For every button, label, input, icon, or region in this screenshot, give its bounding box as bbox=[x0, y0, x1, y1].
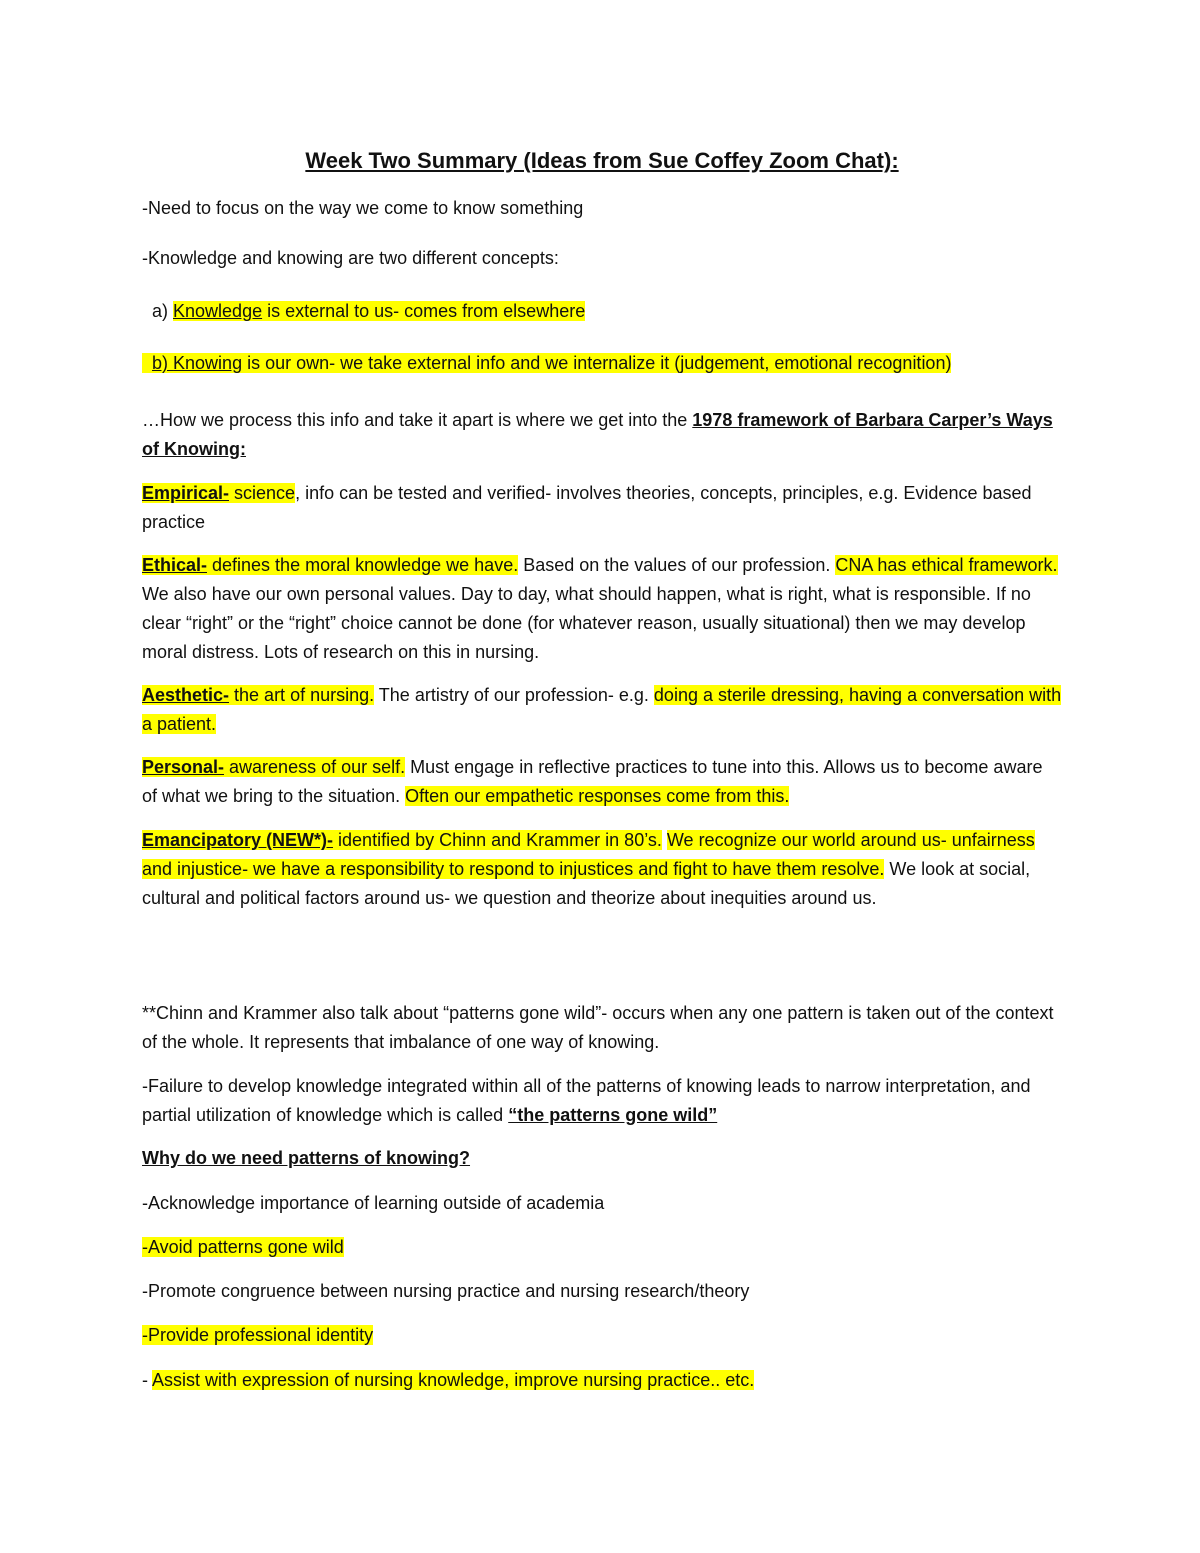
emancipatory-highlight-2: We recognize our world around us- unfairness and injustice- we have a responsibility to respond to injustices and fight to have them resolve. bbox=[142, 830, 1035, 879]
why-item-2-text: -Avoid patterns gone wild bbox=[142, 1237, 344, 1257]
framework-paragraph bbox=[142, 406, 1062, 464]
intro-line-2: -Knowledge and knowing are two different concepts: bbox=[142, 248, 559, 268]
why-item-1: -Acknowledge importance of learning outside of academia bbox=[142, 1193, 605, 1213]
emancipatory-highlight-1: identified by Chinn and Krammer in 80’s. bbox=[333, 830, 662, 850]
aesthetic-paragraph bbox=[142, 681, 1062, 739]
personal-term: Personal- bbox=[142, 757, 225, 777]
page-title: Week Two Summary (Ideas from Sue Coffey Zoom Chat): bbox=[305, 148, 899, 173]
knowing-text: is our own- we take external info and we internalize it (judgement, emotional recognition) bbox=[242, 353, 952, 373]
personal-highlight-2: Often our empathetic responses come from this. bbox=[405, 786, 790, 806]
ethical-highlight-2: CNA has ethical framework. bbox=[835, 555, 1058, 575]
why-item-5-dash: - bbox=[142, 1370, 153, 1390]
knowing-label: b) bbox=[152, 353, 174, 373]
framework-text: …How we process this info and take it apart is where we get into the bbox=[142, 410, 693, 430]
emancipatory-text-2: We look at social, cultural and political factors around us- we question and theorize about inequities around us. bbox=[142, 859, 1031, 908]
personal-text-1: Must engage in reflective practices to tune into this. Allows us to become aware of what we bring to the situation. bbox=[142, 757, 1043, 806]
knowledge-item bbox=[152, 297, 1072, 326]
knowing-item bbox=[142, 349, 1062, 378]
personal-highlight-1: awareness of our self. bbox=[224, 757, 406, 777]
ethical-paragraph bbox=[142, 551, 1062, 667]
why-heading: Why do we need patterns of knowing? bbox=[142, 1148, 471, 1168]
empirical-text: , info can be tested and verified- involves theories, concepts, principles, e.g. Evidence based practice bbox=[142, 483, 1032, 532]
personal-paragraph bbox=[142, 753, 1062, 811]
why-item-3: -Promote congruence between nursing practice and nursing research/theory bbox=[142, 1281, 750, 1301]
aesthetic-highlight-1: the art of nursing. bbox=[229, 685, 375, 705]
why-item-5-text: Assist with expression of nursing knowledge, improve nursing practice.. etc. bbox=[152, 1370, 755, 1390]
ethical-term: Ethical- bbox=[142, 555, 208, 575]
ethical-text-2: We also have our own personal values. Day to day, what should happen, what is right, what is responsible. If no clear “right” or the “right” choice cannot be done (for whatever reason, usually situational) then we may develop moral distress. Lots of research on this in nursing. bbox=[142, 584, 1031, 662]
aesthetic-highlight-2: doing a sterile dressing, having a conversation with a patient. bbox=[142, 685, 1062, 734]
failure-paragraph bbox=[142, 1072, 1062, 1130]
ethical-highlight-1: defines the moral knowledge we have. bbox=[207, 555, 519, 575]
emancipatory-paragraph bbox=[142, 826, 1062, 913]
intro-line-1: -Need to focus on the way we come to know something bbox=[142, 198, 584, 218]
empirical-highlight: science bbox=[229, 483, 296, 503]
why-item-5 bbox=[142, 1366, 1062, 1395]
failure-text: -Failure to develop knowledge integrated within all of the patterns of knowing leads to narrow interpretation, and partial utilization of knowledge which is called bbox=[142, 1076, 1031, 1125]
failure-term: “the patterns gone wild” bbox=[508, 1105, 718, 1125]
framework-link: 1978 framework of Barbara Carper’s Ways of Knowing: bbox=[142, 410, 1053, 459]
why-item-4-text: -Provide professional identity bbox=[142, 1325, 374, 1345]
why-item-4 bbox=[142, 1321, 1062, 1350]
why-item-2 bbox=[142, 1233, 1062, 1262]
knowledge-text: is external to us- comes from elsewhere bbox=[262, 301, 586, 321]
empirical-term: Empirical- bbox=[142, 483, 230, 503]
aesthetic-text-1: The artistry of our profession- e.g. bbox=[374, 685, 654, 705]
aesthetic-term: Aesthetic- bbox=[142, 685, 230, 705]
empirical-paragraph bbox=[142, 479, 1062, 537]
emancipatory-term: Emancipatory (NEW*)- bbox=[142, 830, 334, 850]
knowing-term: Knowing bbox=[173, 353, 243, 373]
patterns-gone-wild-paragraph: **Chinn and Krammer also talk about “patterns gone wild”- occurs when any one pattern is taken out of the context of the whole. It represents that imbalance of one way of knowing. bbox=[142, 1003, 1054, 1052]
knowledge-term: Knowledge bbox=[173, 301, 263, 321]
knowledge-label: a) bbox=[152, 301, 174, 321]
ethical-text-1: Based on the values of our profession. bbox=[518, 555, 836, 575]
